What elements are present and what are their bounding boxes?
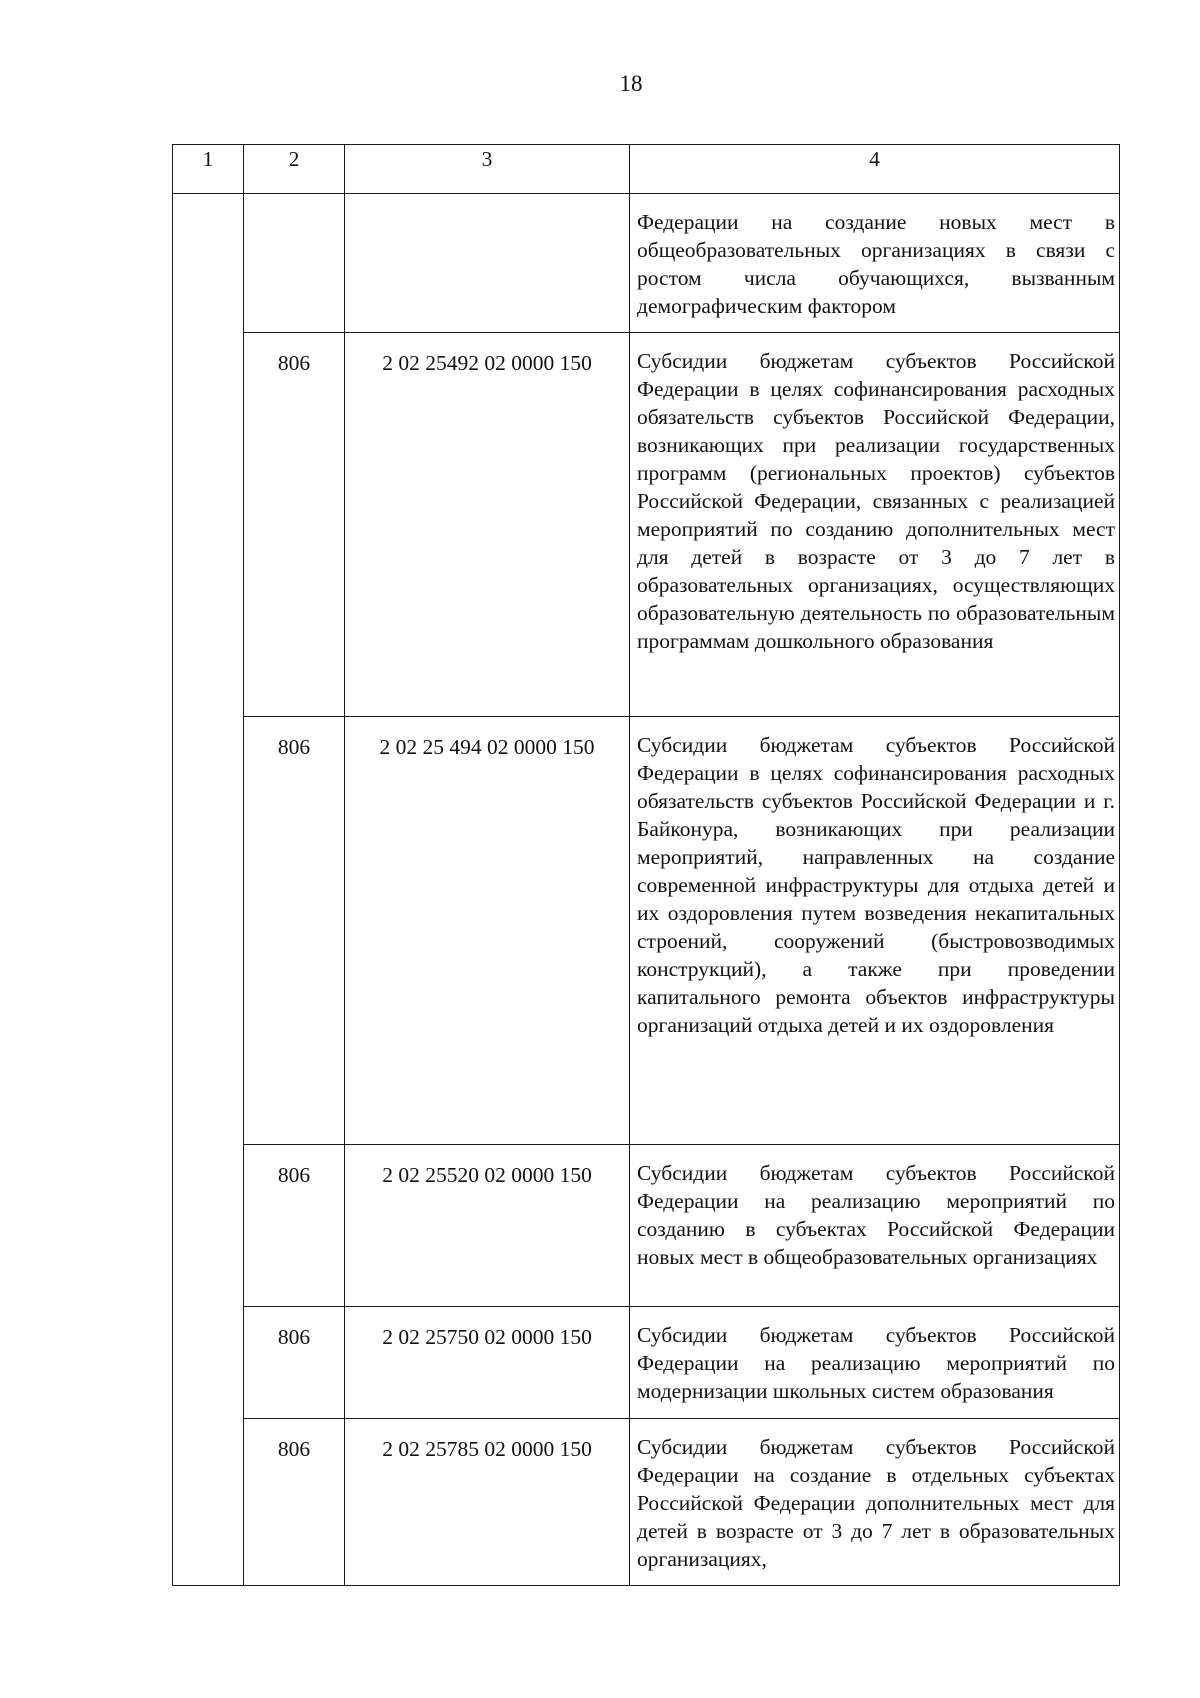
merged-col-1-cell (173, 194, 244, 1586)
description-cell: Субсидии бюджетам субъектов Российской Федерации на реализацию мероприятий по созданию в субъектах Российской Федерации новых мест в общеобразовательных организациях (630, 1145, 1120, 1307)
budget-code-cell: 2 02 25 494 02 0000 150 (345, 717, 630, 1145)
budget-codes-table (172, 144, 1120, 1586)
budget-code-cell: 2 02 25520 02 0000 150 (345, 1145, 630, 1307)
table-row (173, 1419, 1120, 1586)
description-cell: Субсидии бюджетам субъектов Российской Федерации на реализацию мероприятий по модернизации школьных систем образования (630, 1307, 1120, 1419)
budget-code-cell: 2 02 25492 02 0000 150 (345, 333, 630, 717)
description-cell: Субсидии бюджетам субъектов Российской Федерации в целях софинансирования расходных обязательств субъектов Российской Федерации и г. Байконура, возникающих при реализации мероприятий, направленных на создание современной инфраструктуры для отдыха детей и их оздоровления путем возведения некапитальных строений, сооружений (быстровозводимых конструкций), а также при проведении капитального ремонта объектов инфраструктуры организаций отдыха детей и их оздоровления (630, 717, 1120, 1145)
description-cell: Субсидии бюджетам субъектов Российской Федерации в целях софинансирования расходных обязательств субъектов Российской Федерации, возникающих при реализации государственных программ (региональных проектов) субъектов Российской Федерации, связанных с реализацией мероприятий по созданию дополнительных мест для детей в возрасте от 3 до 7 лет в образовательных организациях, осуществляющих образовательную деятельность по образовательным программам дошкольного образования (630, 333, 1120, 717)
table-row (173, 717, 1120, 1145)
admin-code-cell: 806 (244, 717, 345, 1145)
table-row (173, 1307, 1120, 1419)
description-cell: Федерации на создание новых мест в общеобразовательных организациях в связи с ростом числа обучающихся, вызванным демографическим фактором (630, 194, 1120, 333)
header-col-2: 2 (244, 145, 345, 194)
code-cell-empty (345, 194, 630, 333)
admin-code-cell: 806 (244, 1145, 345, 1307)
budget-code-cell: 2 02 25785 02 0000 150 (345, 1419, 630, 1586)
table-row-continuation (173, 194, 1120, 333)
budget-code-cell: 2 02 25750 02 0000 150 (345, 1307, 630, 1419)
header-col-1: 1 (173, 145, 244, 194)
admin-code-cell: 806 (244, 1419, 345, 1586)
admin-cell-empty (244, 194, 345, 333)
table-row (173, 333, 1120, 717)
admin-code-cell: 806 (244, 333, 345, 717)
table-header-row (173, 145, 1120, 194)
admin-code-cell: 806 (244, 1307, 345, 1419)
header-col-4: 4 (630, 145, 1120, 194)
header-col-3: 3 (345, 145, 630, 194)
table-row (173, 1145, 1120, 1307)
page-number: 18 (619, 71, 643, 96)
description-cell: Субсидии бюджетам субъектов Российской Федерации на создание в отдельных субъектах Российской Федерации дополнительных мест для детей в возрасте от 3 до 7 лет в образовательных организациях, (630, 1419, 1120, 1586)
